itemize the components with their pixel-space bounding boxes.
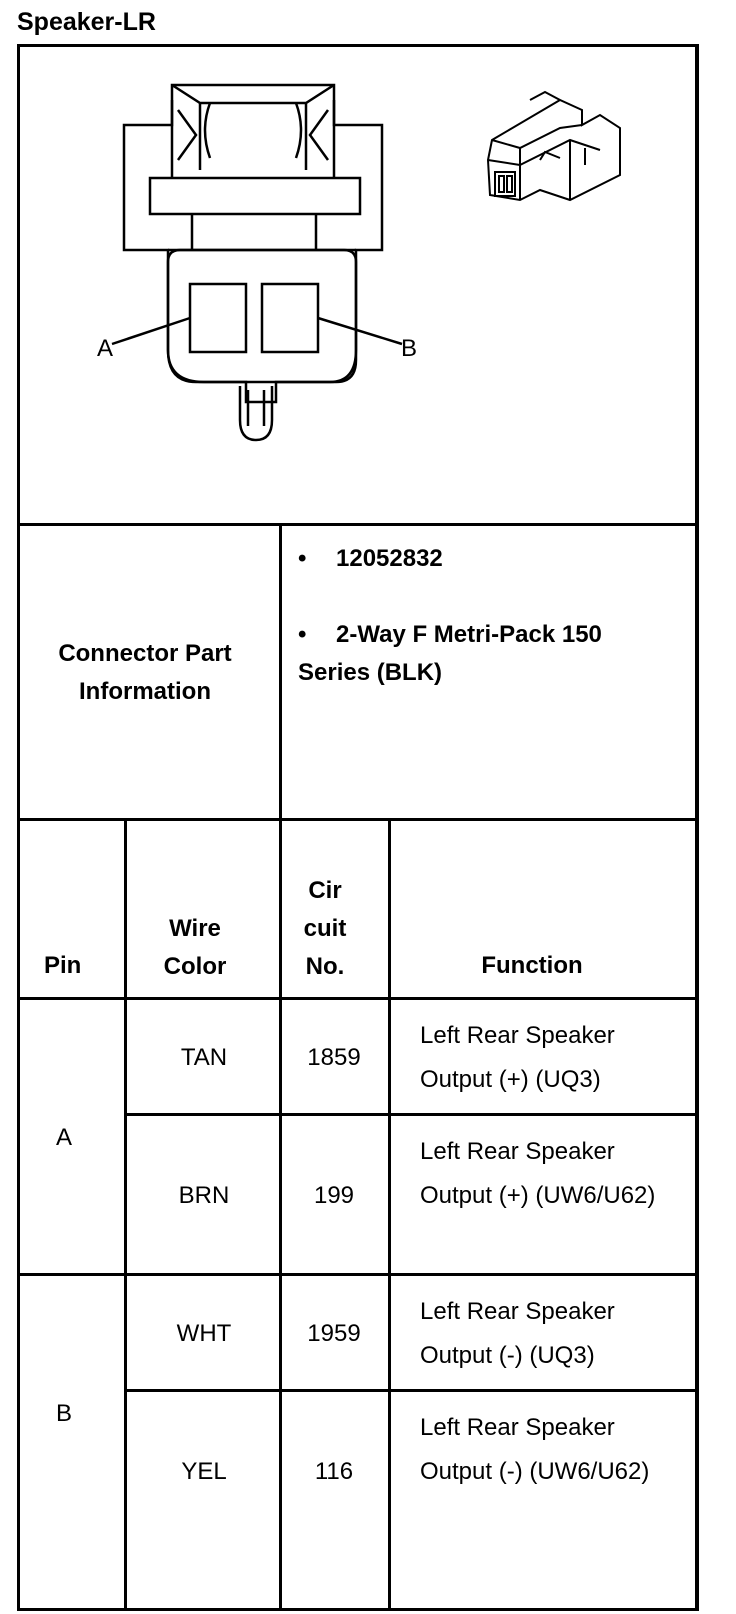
header-wire-color: Wire Color bbox=[163, 915, 227, 980]
divider-col-wire bbox=[279, 818, 282, 1611]
cavity-a bbox=[190, 284, 246, 352]
function-cell: Left Rear Speaker Output (+) (UQ3) bbox=[420, 1022, 615, 1093]
cavity-b bbox=[262, 284, 318, 352]
pin-group-a: A bbox=[55, 1124, 72, 1151]
divider-pin-group bbox=[17, 1273, 699, 1276]
divider-header-bottom bbox=[17, 997, 699, 1000]
circuit-cell: 199 bbox=[313, 1182, 355, 1209]
connector-diagram bbox=[0, 0, 736, 520]
connector-type: 2-Way F Metri-Pack 150 Series (BLK) bbox=[298, 621, 602, 686]
function-cell: Left Rear Speaker Output (-) (UW6/U62) bbox=[420, 1414, 650, 1485]
function-cell: Left Rear Speaker Output (-) (UQ3) bbox=[420, 1298, 615, 1369]
bullet-icon: • bbox=[298, 545, 307, 572]
divider-info-bottom bbox=[17, 818, 699, 821]
page-title: Speaker-LR bbox=[17, 8, 156, 36]
header-function: Function bbox=[481, 952, 583, 979]
circuit-cell: 116 bbox=[314, 1458, 354, 1485]
connector-face-outline bbox=[124, 85, 382, 402]
bullet-icon: • bbox=[298, 621, 307, 648]
divider-col-pin bbox=[124, 818, 127, 1611]
header-circuit-no: Cir cuit No. bbox=[303, 877, 347, 980]
function-cell: Left Rear Speaker Output (+) (UW6/U62) bbox=[420, 1138, 656, 1209]
connector-info-label: Connector Part Information bbox=[58, 640, 232, 705]
divider-row-b1 bbox=[126, 1389, 699, 1392]
wire-color-cell: YEL bbox=[181, 1458, 227, 1485]
header-pin: Pin bbox=[44, 952, 82, 979]
diagram-pin-label-b: B bbox=[400, 335, 417, 362]
circuit-cell: 1859 bbox=[307, 1044, 361, 1071]
divider-info-column bbox=[279, 523, 282, 821]
circuit-cell: 1959 bbox=[307, 1320, 361, 1347]
part-number: 12052832 bbox=[336, 545, 443, 572]
connector-iso-view bbox=[488, 92, 620, 200]
diagram-pin-label-a: A bbox=[96, 335, 113, 362]
wire-color-cell: WHT bbox=[176, 1320, 232, 1347]
divider-row-a1 bbox=[126, 1113, 699, 1116]
divider-diagram-bottom bbox=[17, 523, 699, 526]
wire-color-cell: TAN bbox=[180, 1044, 228, 1071]
pin-group-b: B bbox=[55, 1400, 72, 1427]
wire-color-cell: BRN bbox=[178, 1182, 230, 1209]
latch-block bbox=[150, 178, 360, 214]
divider-col-circuit bbox=[388, 818, 391, 1611]
part-number-bullet bbox=[298, 540, 306, 578]
